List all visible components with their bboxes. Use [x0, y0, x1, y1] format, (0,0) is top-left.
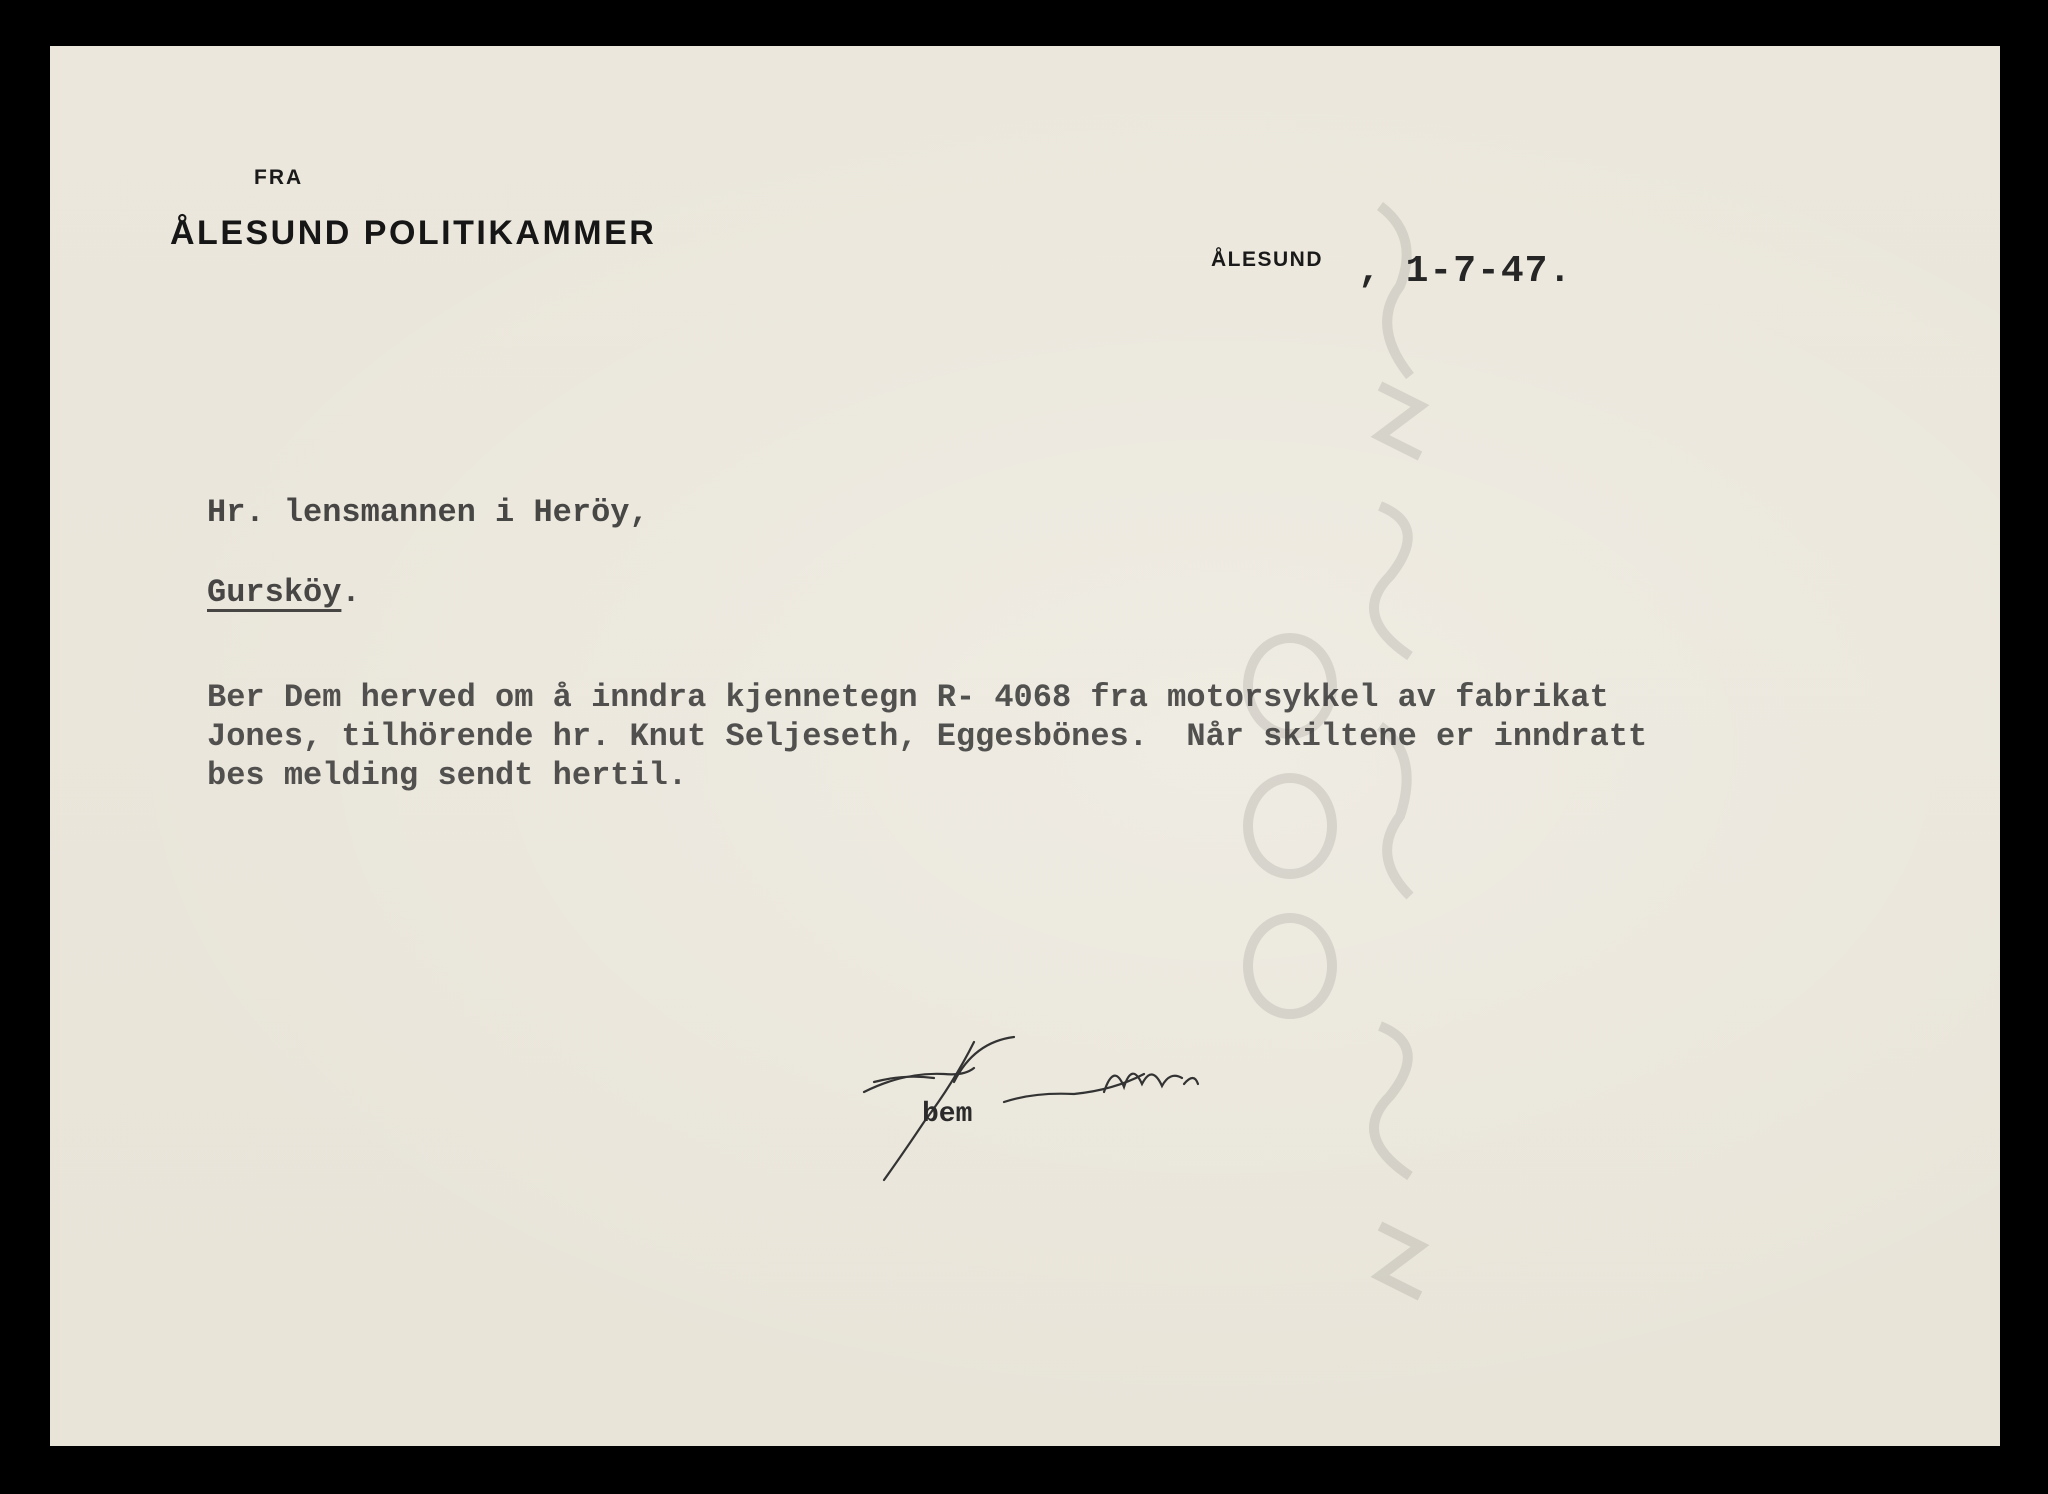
recipient-name: Hr. lensmannen i Heröy,: [207, 494, 649, 531]
dateline-date: , 1-7-47.: [1358, 250, 1573, 293]
recipient-place-text: Gursköy: [207, 574, 342, 611]
typist-initials: bem: [922, 1099, 973, 1130]
letter-body: [207, 678, 2000, 795]
dateline-place: ÅLESUND: [1211, 248, 1324, 271]
letter-paper: [50, 46, 2000, 1446]
from-label: FRA: [254, 166, 304, 189]
body-line: bes melding sendt hertil.: [207, 757, 688, 794]
recipient-place: [207, 574, 361, 611]
handwritten-signature: [854, 1022, 1274, 1182]
body-line: Ber Dem herved om å inndra kjennetegn R- 4068 fra motorsykkel av fabrikat: [207, 679, 1609, 716]
sender-office: ÅLESUND POLITIKAMMER: [170, 214, 657, 252]
body-line: Jones, tilhörende hr. Knut Seljeseth, Eggesbönes. Når skiltene er inndratt: [207, 718, 1648, 755]
recipient-place-period: .: [341, 574, 361, 611]
